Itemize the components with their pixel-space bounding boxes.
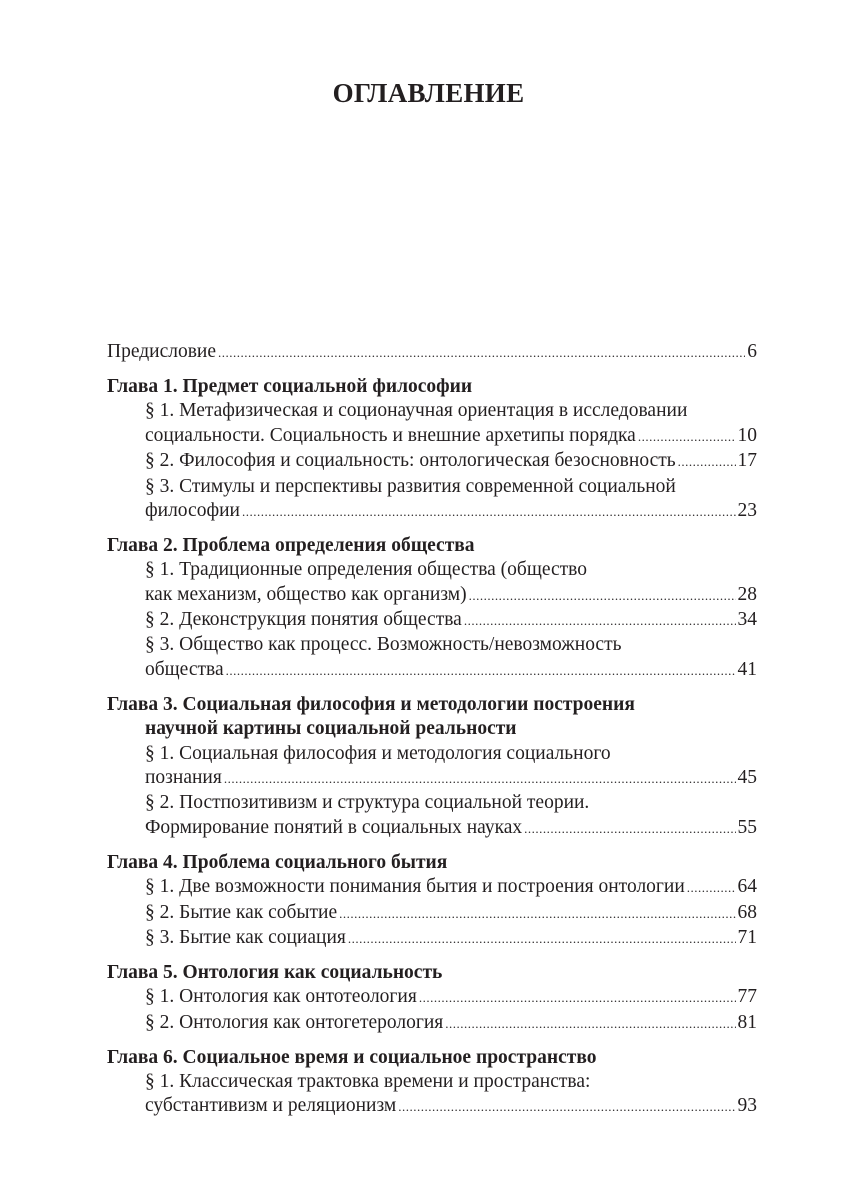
page-title: ОГЛАВЛЕНИЕ — [332, 78, 525, 108]
entry-last-line — [145, 901, 757, 926]
dot-leader — [469, 583, 736, 608]
dot-leader — [224, 766, 736, 791]
page-number: 93 — [737, 1095, 757, 1117]
dot-leader — [218, 340, 745, 365]
entry-text-line: философии — [145, 499, 240, 521]
toc-entry[interactable] — [107, 340, 757, 365]
entry-last-line — [145, 499, 757, 524]
chapter-title[interactable] — [107, 717, 757, 741]
toc-section-entry[interactable] — [107, 791, 757, 841]
chapter-title[interactable] — [107, 534, 757, 558]
entry-last-line — [145, 766, 757, 791]
entry-text-line: § 1. Онтология как онтотеология — [145, 986, 417, 1008]
toc-section-entry[interactable] — [107, 742, 757, 792]
entry-last-line — [145, 424, 757, 449]
toc-chapter-group — [107, 693, 757, 841]
toc-section-entry[interactable] — [107, 901, 757, 926]
entry-last-line — [145, 658, 757, 683]
dot-leader — [678, 449, 736, 474]
page-number: 34 — [737, 609, 757, 631]
toc-section-entry[interactable] — [107, 926, 757, 951]
toc-section-entry[interactable] — [107, 558, 757, 608]
toc-chapter-group — [107, 534, 757, 683]
toc-chapter-group — [107, 851, 757, 952]
entry-text: Предисловие — [107, 341, 217, 362]
entry-text-line: § 2. Деконструкция понятия общества — [145, 609, 462, 631]
dot-leader — [339, 901, 735, 926]
entry-text-line: § 2. Бытие как событие — [145, 901, 338, 923]
dot-leader — [242, 499, 736, 524]
entry-last-line — [145, 985, 757, 1010]
toc-section-entry[interactable] — [107, 875, 757, 900]
entry-text-line: § 1. Метафизическая и соционаучная ориентация в исследовании — [145, 400, 688, 422]
entry-last-line — [145, 1094, 757, 1119]
toc-section-entry[interactable] — [107, 633, 757, 683]
dot-leader — [419, 985, 736, 1010]
entry-text-line: § 1. Классическая трактовка времени и пространства: — [145, 1070, 591, 1092]
entry-last-line — [145, 608, 757, 633]
chapter-title-line: Глава 4. Проблема социального бытия — [107, 851, 448, 873]
chapter-title[interactable] — [107, 693, 757, 717]
entry-text-line: § 2. Онтология как онтогетерология — [145, 1011, 444, 1033]
toc-section-entry[interactable] — [107, 608, 757, 633]
entry-text-line: § 3. Бытие как социация — [145, 926, 346, 948]
toc-section-entry[interactable] — [107, 399, 757, 449]
chapter-title-line: Глава 1. Предмет социальной философии — [107, 375, 473, 397]
entry-text-line: § 2. Постпозитивизм и структура социальной теории. — [145, 792, 590, 814]
toc-section-entry[interactable] — [107, 1070, 757, 1120]
page-number: 81 — [737, 1011, 757, 1033]
entry-text-line: познания — [145, 767, 222, 788]
toc-chapter-group — [107, 961, 757, 1036]
entry-last-line — [145, 583, 757, 608]
page-number: 17 — [737, 450, 757, 472]
dot-leader — [687, 875, 736, 900]
toc-chapter-group — [107, 375, 757, 524]
entry-text-line: как механизм, общество как организм) — [145, 583, 467, 605]
page-number: 77 — [737, 986, 757, 1008]
dot-leader — [524, 816, 735, 841]
chapter-title[interactable] — [107, 1046, 757, 1070]
entry-last-line — [145, 926, 757, 951]
entry-last-line — [145, 875, 757, 900]
table-of-contents — [107, 340, 757, 1129]
toc-section-entry[interactable] — [107, 985, 757, 1010]
chapter-title[interactable] — [107, 961, 757, 985]
entry-last-line — [145, 816, 757, 841]
entry-text-line: § 3. Общество как процесс. Возможность/невозможность — [145, 634, 622, 656]
toc-chapter-group — [107, 1046, 757, 1120]
entry-text-line: § 1. Традиционные определения общества (общество — [145, 559, 587, 581]
entry-text-line: § 2. Философия и социальность: онтологическая безосновность — [145, 450, 676, 472]
entry-text-line: § 3. Стимулы и перспективы развития современной социальной — [145, 475, 676, 497]
dot-leader — [445, 1011, 735, 1036]
dot-leader — [464, 608, 736, 633]
page-number: 6 — [747, 341, 757, 362]
page-number: 55 — [737, 816, 757, 838]
toc-section-entry[interactable] — [107, 475, 757, 525]
chapter-title-line: научной картины социальной реальности — [145, 718, 517, 740]
chapter-title-line: Глава 2. Проблема определения общества — [107, 534, 475, 556]
dot-leader — [226, 658, 736, 683]
toc-section-entry[interactable] — [107, 449, 757, 474]
page-number: 23 — [737, 499, 757, 521]
chapter-title-line: Глава 6. Социальное время и социальное пространство — [107, 1046, 597, 1068]
chapter-title[interactable] — [107, 375, 757, 399]
entry-text-line: Формирование понятий в социальных науках — [145, 816, 523, 838]
page-number: 68 — [737, 901, 757, 923]
entry-text-line: субстантивизм и реляционизм — [145, 1095, 397, 1117]
page-number: 64 — [737, 876, 757, 898]
page-number: 45 — [737, 767, 757, 788]
dot-leader — [398, 1094, 735, 1119]
toc-section-entry[interactable] — [107, 1011, 757, 1036]
entry-text-line: общества — [145, 658, 224, 680]
page-number: 28 — [737, 583, 757, 605]
entry-last-line — [145, 449, 757, 474]
entry-text-line: § 1. Социальная философия и методология социального — [145, 742, 611, 764]
toc-preface — [107, 340, 757, 365]
dot-leader — [638, 424, 736, 449]
page-number: 10 — [737, 424, 757, 446]
page-number: 71 — [737, 926, 757, 948]
chapter-title-line: Глава 5. Онтология как социальность — [107, 961, 443, 983]
entry-text-line: § 1. Две возможности понимания бытия и построения онтологии — [145, 876, 685, 898]
chapter-title-line: Глава 3. Социальная философия и методологии построения — [107, 693, 635, 715]
chapter-title[interactable] — [107, 851, 757, 875]
page-number: 41 — [737, 658, 757, 680]
dot-leader — [348, 926, 736, 951]
entry-text-line: социальности. Социальность и внешние архетипы порядка — [145, 424, 636, 446]
entry-last-line — [145, 1011, 757, 1036]
